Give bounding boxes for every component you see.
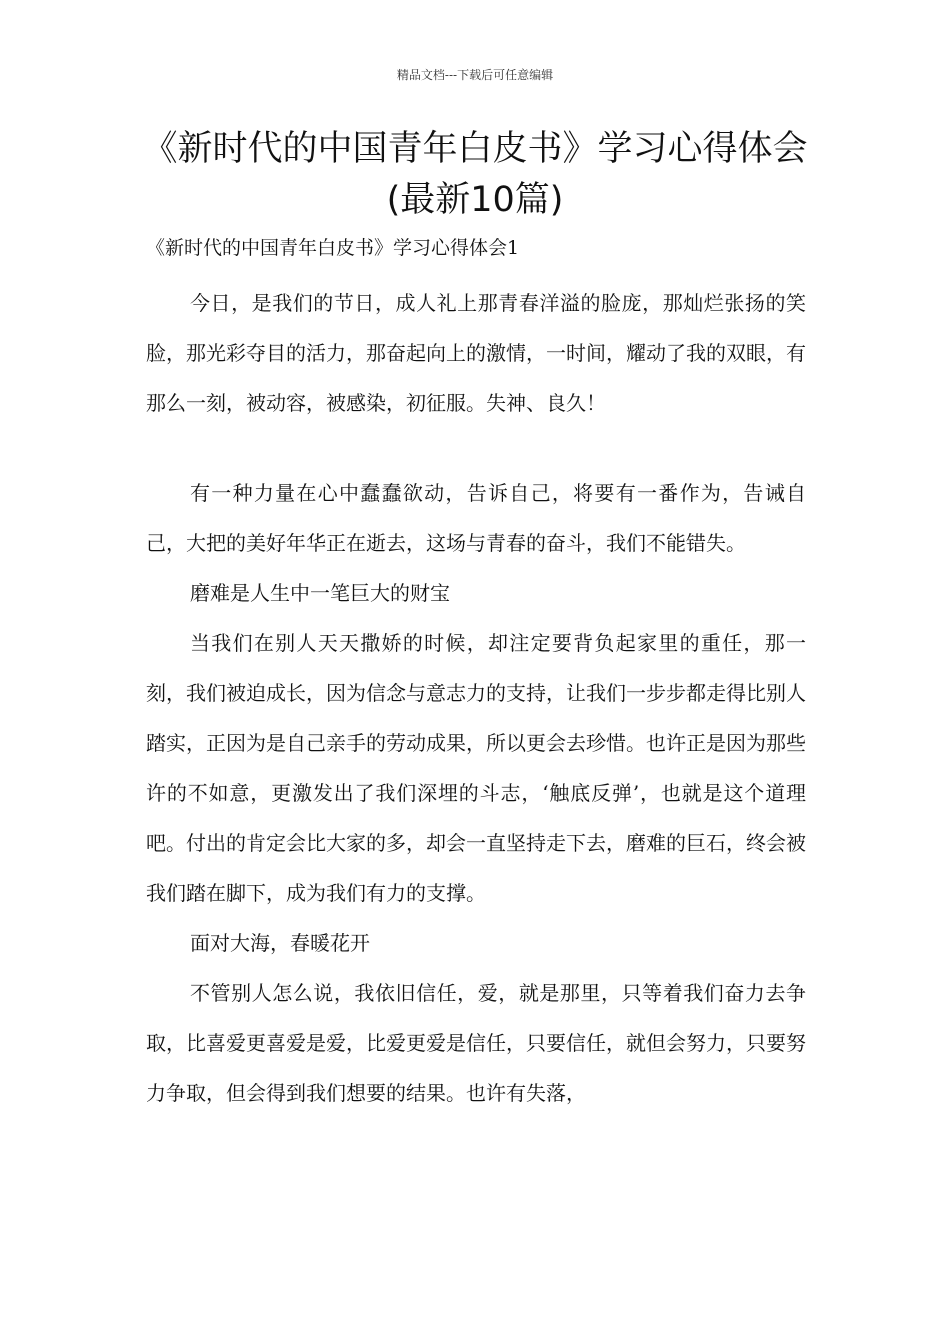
section-heading: 面对大海，春暖花开 xyxy=(190,931,370,955)
header-note: 精品文档---下载后可任意编辑 xyxy=(396,68,554,82)
document-title: 《新时代的中国青年白皮书》学习心得体会(最新10篇) xyxy=(142,129,808,220)
section-heading: 磨难是人生中一笔巨大的财宝 xyxy=(190,581,450,605)
paragraph: 不管别人怎么说，我依旧信任，爱，就是那里，只等着我们奋力去争取，比喜爱更喜爱是爱，比爱更爱是信任，只要信任，就但会努力，只要努力争取，但会得到我们想要的结果。也许有失落， xyxy=(146,981,806,1105)
document-body xyxy=(146,278,806,1118)
paragraph: 当我们在别人天天撒娇的时候，却注定要背负起家里的重任，那一刻，我们被迫成长，因为信念与意志力的支持，让我们一步步都走得比别人踏实，正因为是自己亲手的劳动成果，所以更会去珍惜。也许正是因为那些许的不如意，更激发出了我们深埋的斗志，‘触底反弹’，也就是这个道理吧。付出的肯定会比大家的多，却会一直坚持走下去，磨难的巨石，终会被我们踏在脚下，成为我们有力的支撑。 xyxy=(146,631,806,905)
paragraph: 有一种力量在心中蠢蠢欲动，告诉自己，将要有一番作为，告诫自己，大把的美好年华正在逝去，这场与青春的奋斗，我们不能错失。 xyxy=(146,481,806,555)
paragraph: 今日，是我们的节日，成人礼上那青春洋溢的脸庞，那灿烂张扬的笑脸，那光彩夺目的活力，那奋起向上的激情，一时间，耀动了我的双眼，有那么一刻，被动容，被感染，初征服。失神、良久！ xyxy=(146,291,806,415)
section-subtitle: 《新时代的中国青年白皮书》学习心得体会1 xyxy=(146,237,520,259)
